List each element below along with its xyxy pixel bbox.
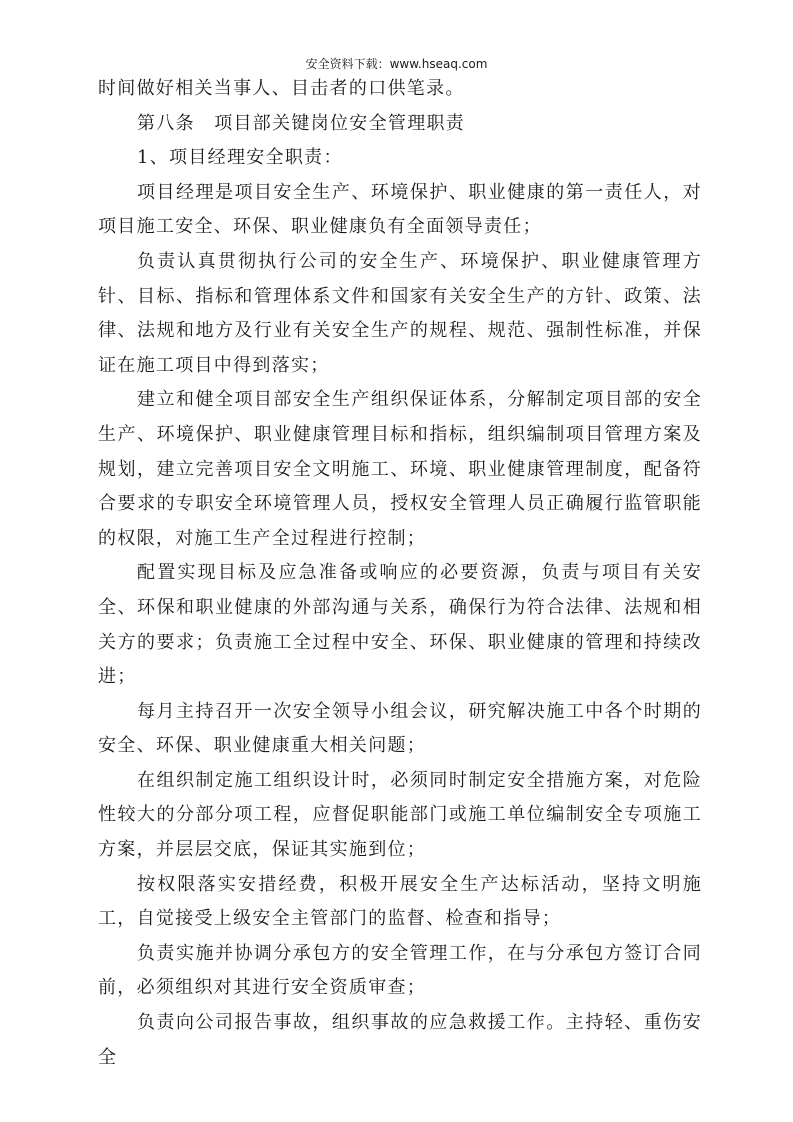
- section-heading: 第八条 项目部关键岗位安全管理职责: [137, 112, 466, 134]
- paragraph: 负责向公司报告事故，组织事故的应急救援工作。主持轻、重伤安全: [98, 1012, 702, 1068]
- paragraph: 在组织制定施工组织设计时，必须同时制定安全措施方案，对危险性较大的分部分项工程，应督促职能部门或施工单位编制安全专项施工方案，并层层交底，保证其实施到位；: [98, 769, 702, 861]
- page-header: 安全资料下载：www.hseaq.com: [305, 57, 488, 71]
- paragraph: 负责实施并协调分承包方的安全管理工作，在与分承包方签订合同前，必须组织对其进行安全资质审查；: [98, 942, 702, 999]
- paragraph: 负责认真贯彻执行公司的安全生产、环境保护、职业健康管理方针、目标、指标和管理体系文件和国家有关安全生产的方针、政策、法律、法规和地方及行业有关安全生产的规程、规范、强制性标准，并保证在施工项目中得到落实；: [98, 250, 702, 376]
- paragraph: 配置实现目标及应急准备或响应的必要资源，负责与项目有关安全、环保和职业健康的外部沟通与关系，确保行为符合法律、法规和相关方的要求；负责施工全过程中安全、环保、职业健康的管理和持续改进；: [98, 562, 702, 688]
- paragraph: 时间做好相关当事人、目击者的口供笔录。: [98, 78, 465, 99]
- paragraph: 按权限落实安措经费，积极开展安全生产达标活动，坚持文明施工，自觉接受上级安全主管部门的监督、检查和指导；: [98, 873, 702, 930]
- paragraph: 项目经理是项目安全生产、环境保护、职业健康的第一责任人，对项目施工安全、环保、职业健康负有全面领导责任；: [98, 181, 702, 238]
- paragraph: 建立和健全项目部安全生产组织保证体系，分解制定项目部的安全生产、环境保护、职业健康管理目标和指标，组织编制项目管理方案及规划，建立完善项目安全文明施工、环境、职业健康管理制度，配备符合要求的专职安全环境管理人员，授权安全管理人员正确履行监管职能的权限，对施工生产全过程进行控制；: [98, 389, 702, 549]
- document-body: [98, 72, 702, 1075]
- subsection-heading: 1、项目经理安全职责：: [137, 147, 343, 169]
- paragraph: 每月主持召开一次安全领导小组会议，研究解决施工中各个时期的安全、环保、职业健康重大相关问题；: [98, 700, 702, 757]
